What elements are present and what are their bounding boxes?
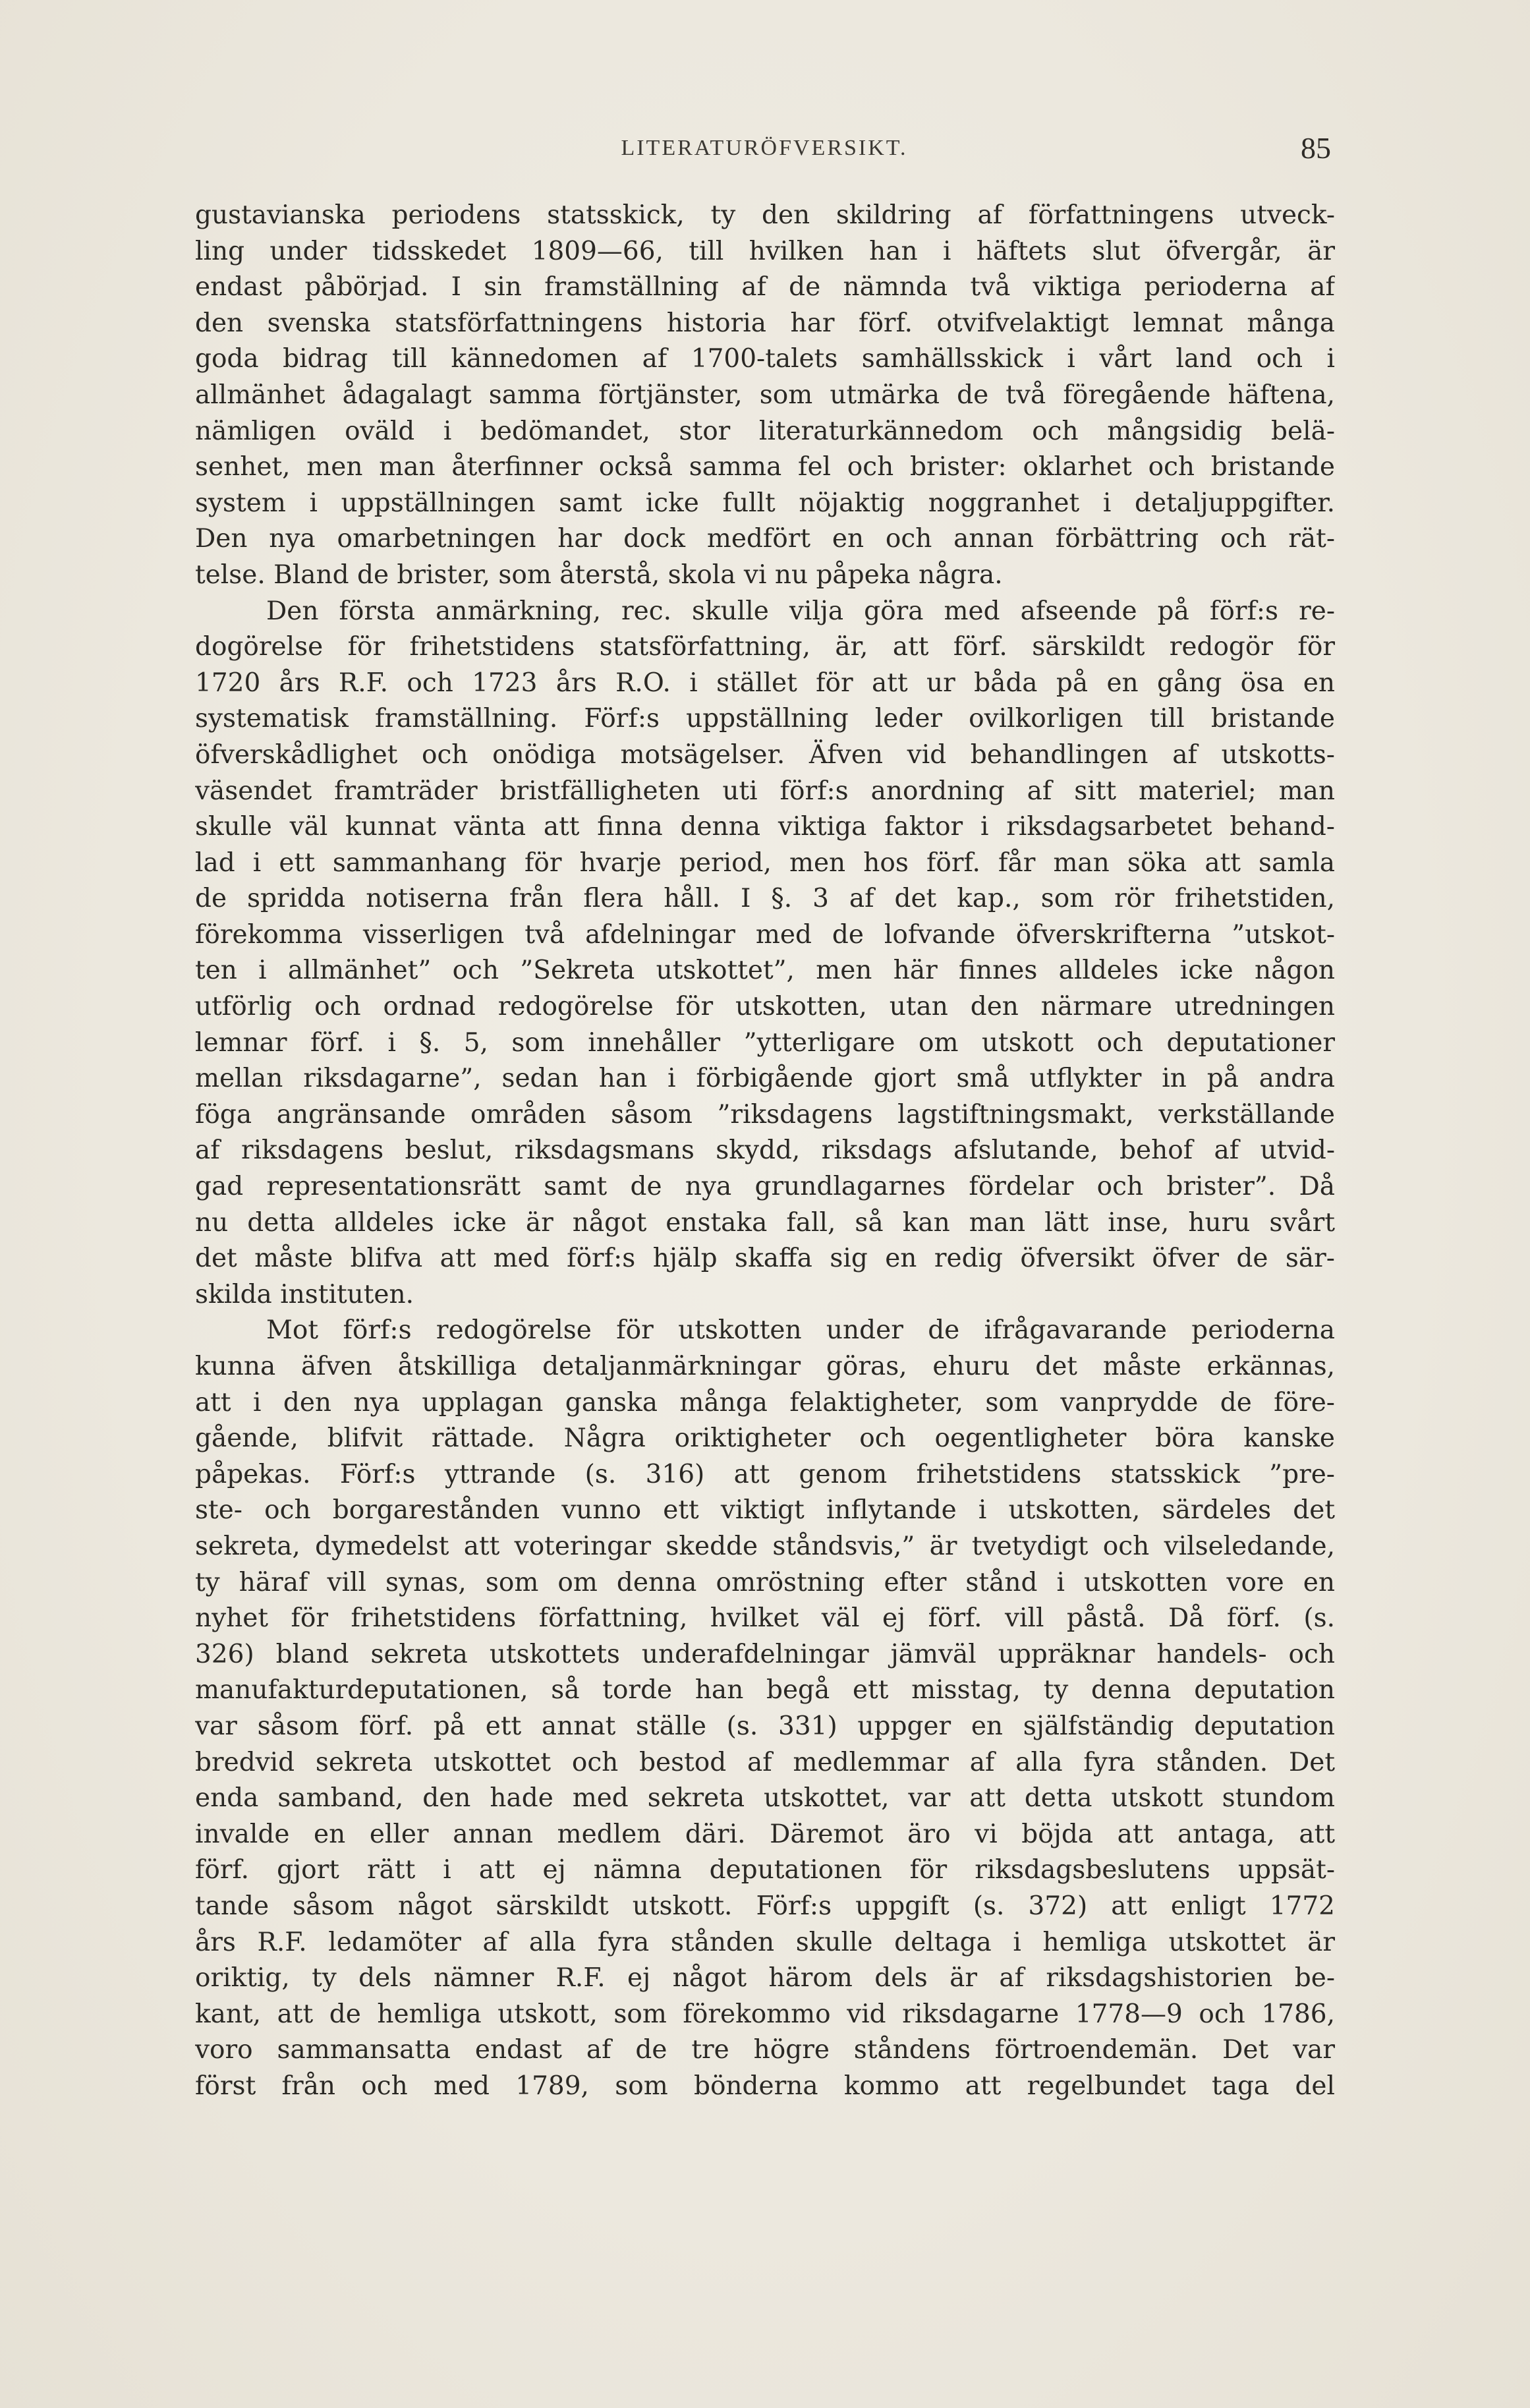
text-line: nämligen oväld i bedömandet, stor literaturkännedom och mångsidig belä-	[195, 416, 1335, 446]
page-number: 85	[1301, 131, 1331, 165]
text-line: gående, blifvit rättade. Några oriktigheter och oegentligheter böra kanske	[195, 1423, 1335, 1454]
text-line: oriktig, ty dels nämner R.F. ej något härom dels är af riksdagshistorien be-	[195, 1963, 1335, 1993]
text-line: 1720 års R.F. och 1723 års R.O. i stället för att ur båda på en gång ösa en	[195, 668, 1335, 698]
text-line: telse. Bland de brister, som återstå, skola vi nu påpeka några.	[195, 559, 1003, 590]
text-line: lad i ett sammanhang för hvarje period, men hos förf. får man söka att samla	[195, 847, 1335, 878]
text-line: Mot förf:s redogörelse för utskotten under de ifrågavarande perioderna	[266, 1315, 1335, 1346]
text-line: det måste blifva att med förf:s hjälp skaffa sig en redig öfversikt öfver de sär-	[195, 1244, 1335, 1274]
text-line: ten i allmänhet” och ”Sekreta utskottet”, men här finnes alldeles icke någon	[195, 956, 1335, 986]
text-line: tande såsom något särskildt utskott. Förf:s uppgift (s. 372) att enligt 1772	[195, 1891, 1335, 1921]
text-line: gustavianska periodens statsskick, ty den skildring af författningens utveck-	[195, 200, 1335, 230]
text-line: förf. gjort rätt i att ej nämna deputationen för riksdagsbeslutens uppsät-	[195, 1855, 1335, 1885]
text-line: nu detta alldeles icke är något enstaka fall, så kan man lätt inse, huru svårt	[195, 1207, 1335, 1238]
text-line: voro sammansatta endast af de tre högre ståndens förtroendemän. Det var	[195, 2035, 1335, 2065]
text-line: lemnar förf. i §. 5, som innehåller ”ytterligare om utskott och deputationer	[195, 1027, 1335, 1058]
text-line: förekomma visserligen två afdelningar med de lofvande öfverskrifterna ”utskot-	[195, 919, 1335, 950]
text-line: bredvid sekreta utskottet och bestod af medlemmar af alla fyra stånden. Det	[195, 1747, 1335, 1777]
text-line: att i den nya upplagan ganska många felaktigheter, som vanprydde de före-	[195, 1387, 1335, 1418]
text-line: senhet, men man återfinner också samma fel och brister: oklarhet och bristande	[195, 452, 1335, 482]
text-line: allmänhet ådagalagt samma förtjänster, som utmärka de två föregående häftena,	[195, 380, 1335, 410]
text-line: systematisk framställning. Förf:s uppställning leder ovilkorligen till bristande	[195, 704, 1335, 734]
text-line: skulle väl kunnat vänta att finna denna viktiga faktor i riksdagsarbetet behand-	[195, 812, 1335, 842]
text-line: kunna äfven åtskilliga detaljanmärkningar göras, ehuru det måste erkännas,	[195, 1352, 1335, 1381]
text-line: föga angränsande områden såsom ”riksdagens lagstiftningsmakt, verkställande	[195, 1099, 1335, 1130]
text-line: väsendet framträder bristfälligheten uti förf:s anordning af sitt materiel; man	[195, 776, 1335, 806]
page-header	[198, 130, 1331, 170]
text-line: skilda instituten.	[195, 1279, 414, 1309]
text-line: års R.F. ledamöter af alla fyra stånden skulle deltaga i hemliga utskottet är	[195, 1927, 1335, 1957]
text-line: enda samband, den hade med sekreta utskottet, var att detta utskott stundom	[195, 1783, 1335, 1814]
text-line: af riksdagens beslut, riksdagsmans skydd, riksdags afslutande, behof af utvid-	[195, 1135, 1335, 1166]
text-line: Den första anmärkning, rec. skulle vilja göra med afseende på förf:s re-	[266, 596, 1335, 626]
text-line: gad representationsrätt samt de nya grundlagarnes fördelar och brister”. Då	[195, 1172, 1335, 1202]
running-title: LITERATURÖFVERSIKT.	[621, 136, 908, 160]
text-line: 326) bland sekreta utskottets underafdelningar jämväl uppräknar handels- och	[195, 1639, 1335, 1669]
text-line: mellan riksdagarne”, sedan han i förbigående gjort små utflykter in på andra	[195, 1064, 1335, 1094]
text-line: sekreta, dymedelst att voteringar skedde ståndsvis,” är tvetydigt och vilseledande,	[195, 1531, 1335, 1561]
text-line: kant, att de hemliga utskott, som förekommo vid riksdagarne 1778—9 och 1786,	[195, 1999, 1335, 2029]
text-line: manufakturdeputationen, så torde han begå ett misstag, ty denna deputation	[195, 1675, 1335, 1706]
text-line: invalde en eller annan medlem däri. Däremot äro vi böjda att antaga, att	[195, 1819, 1335, 1849]
text-line: system i uppställningen samt icke fullt nöjaktig noggranhet i detaljuppgifter.	[195, 488, 1335, 518]
text-line: öfverskådlighet och onödiga motsägelser. Äfven vid behandlingen af utskotts-	[195, 739, 1335, 770]
text-line: Den nya omarbetningen har dock medfört en och annan förbättring och rät-	[195, 524, 1335, 554]
text-line: ste- och borgarestånden vunno ett viktigt inflytande i utskotten, särdeles det	[195, 1495, 1335, 1526]
body-text	[195, 198, 1335, 2104]
text-line: den svenska statsförfattningens historia har förf. otvifvelaktigt lemnat många	[195, 308, 1335, 338]
text-line: ty häraf vill synas, som om denna omröstning efter stånd i utskotten vore en	[195, 1567, 1335, 1597]
text-line: utförlig och ordnad redogörelse för utskotten, utan den närmare utredningen	[195, 992, 1335, 1022]
text-line: var såsom förf. på ett annat ställe (s. 331) uppger en själfständig deputation	[195, 1711, 1335, 1741]
text-line: endast påbörjad. I sin framställning af de nämnda två viktiga perioderna af	[195, 272, 1335, 302]
text-line: de spridda notiserna från flera håll. I §. 3 af det kap., som rör frihetstiden,	[195, 884, 1335, 914]
text-line: först från och med 1789, som bönderna kommo att regelbundet taga del	[195, 2071, 1335, 2101]
text-line: goda bidrag till kännedomen af 1700-talets samhällsskick i vårt land och i	[195, 344, 1335, 374]
text-line: ling under tidsskedet 1809—66, till hvilken han i häftets slut öfvergår, är	[195, 236, 1335, 266]
text-line: påpekas. Förf:s yttrande (s. 316) att genom frihetstidens statsskick ”pre-	[195, 1459, 1335, 1489]
text-line: nyhet för frihetstidens författning, hvilket väl ej förf. vill påstå. Då förf. (s.	[195, 1603, 1335, 1634]
text-line: dogörelse för frihetstidens statsförfattning, är, att förf. särskildt redogör för	[195, 632, 1335, 662]
